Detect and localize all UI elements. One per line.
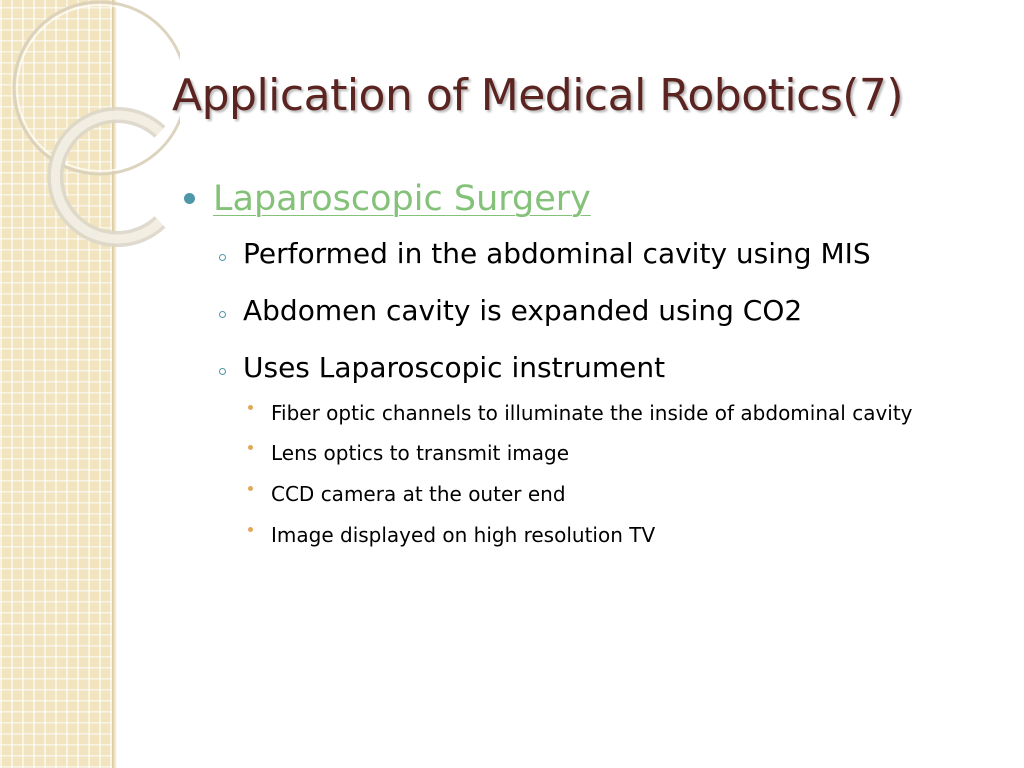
sub-list-item [184,477,984,511]
slide-title: Application of Medical Robotics(7) [172,70,904,121]
list-item-text: Performed in the abdominal cavity using MIS [243,237,871,270]
ring-bullet-icon [219,254,226,261]
sub-list-item-text: Image displayed on high resolution TV [271,523,656,547]
sub-list-item-text: Lens optics to transmit image [271,441,570,465]
sub-list-item [184,396,984,430]
decorative-side-strip [0,0,112,768]
sub-bullet-icon [248,486,253,491]
sub-list-item [184,518,984,552]
sub-bullet-icon [248,445,253,450]
side-strip-edge [112,0,117,768]
list-item-text: Uses Laparoscopic instrument [243,351,666,384]
slide-content [184,172,984,565]
sub-bullet-icon [248,527,253,532]
bullet-item-topic [184,172,984,234]
ring-bullet-icon [219,311,226,318]
sub-list-item-text: CCD camera at the outer end [271,482,566,506]
sub-list-item-text: Fiber optic channels to illuminate the inside of abdominal cavity [271,401,913,425]
list-item [184,348,984,396]
list-item [184,291,984,348]
sub-list-item [184,436,984,470]
bullet-dot-icon [184,193,195,204]
ring-bullet-icon [219,368,226,375]
sub-bullet-icon [248,405,253,410]
list-item [184,234,984,291]
topic-link[interactable]: Laparoscopic Surgery [213,179,591,219]
list-item-text: Abdomen cavity is expanded using CO2 [243,294,803,327]
